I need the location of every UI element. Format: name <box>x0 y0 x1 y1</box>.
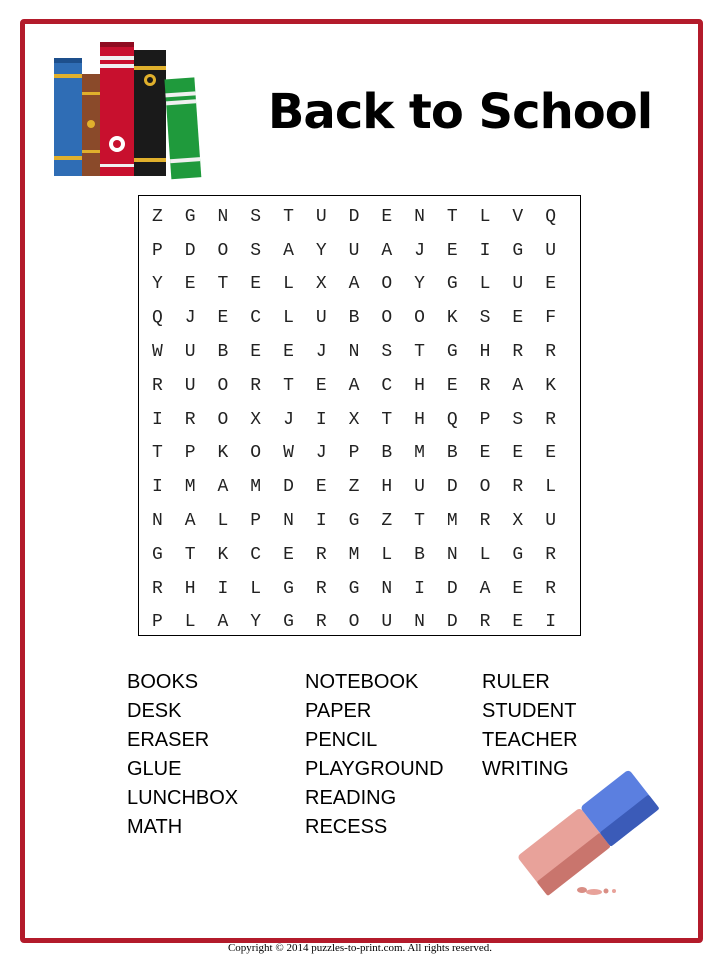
grid-letter: E <box>479 443 491 464</box>
grid-letter: H <box>414 375 425 396</box>
grid-letter: T <box>283 206 294 227</box>
word-list-item: GLUE <box>127 758 182 780</box>
word-list-item: DESK <box>127 700 182 722</box>
grid-letter: C <box>381 375 393 396</box>
grid-letter: M <box>250 477 262 498</box>
grid-letter: D <box>446 612 458 633</box>
grid-letter: R <box>184 409 196 430</box>
grid-letter: J <box>315 443 327 464</box>
grid-letter: Q <box>152 308 163 329</box>
grid-letter: E <box>381 206 393 227</box>
grid-letter: L <box>479 206 491 227</box>
grid-letter: D <box>446 477 458 498</box>
grid-letter: E <box>283 342 294 363</box>
grid-letter: A <box>348 375 360 396</box>
grid-letter: N <box>381 578 393 599</box>
grid-row <box>148 538 574 572</box>
grid-letter: S <box>479 308 491 329</box>
grid-letter: E <box>217 308 229 329</box>
books-icon <box>52 40 212 180</box>
grid-letter: R <box>315 612 327 633</box>
grid-letter: R <box>315 578 327 599</box>
grid-letter: A <box>283 240 294 261</box>
grid-letter: A <box>479 578 491 599</box>
grid-row <box>148 335 574 369</box>
grid-letter: J <box>414 240 425 261</box>
grid-row <box>148 234 574 268</box>
word-list-item: WRITING <box>482 758 569 780</box>
grid-letter: A <box>217 477 229 498</box>
grid-letter: N <box>283 511 294 532</box>
grid-letter: X <box>315 274 327 295</box>
grid-letter: L <box>217 511 229 532</box>
word-list-item: ERASER <box>127 729 210 751</box>
grid-letter: M <box>446 511 458 532</box>
grid-letter: U <box>184 342 196 363</box>
grid-letter: X <box>250 409 262 430</box>
grid-letter: Z <box>348 477 360 498</box>
grid-letter: S <box>512 409 524 430</box>
grid-letter: M <box>348 544 360 565</box>
grid-letter: O <box>348 612 360 633</box>
grid-letter: N <box>152 511 163 532</box>
word-list-item: RECESS <box>305 816 388 838</box>
grid-letter: L <box>184 612 196 633</box>
grid-letter: K <box>545 375 556 396</box>
word-list-item: LUNCHBOX <box>127 787 239 809</box>
grid-letter: A <box>184 511 196 532</box>
grid-letter: U <box>414 477 425 498</box>
word-list-item: PLAYGROUND <box>305 758 444 780</box>
grid-letter: C <box>250 544 262 565</box>
grid-letter: W <box>152 342 163 363</box>
grid-letter: A <box>381 240 393 261</box>
grid-letter: O <box>217 240 229 261</box>
grid-letter: L <box>479 274 491 295</box>
grid-letter: W <box>283 443 294 464</box>
word-list-item: RULER <box>482 671 550 693</box>
word-list-item: STUDENT <box>482 700 577 722</box>
grid-letter: N <box>217 206 229 227</box>
grid-letter: L <box>479 544 491 565</box>
grid-letter: G <box>283 612 294 633</box>
grid-letter: Z <box>381 511 393 532</box>
grid-letter: R <box>545 544 556 565</box>
page-title: Back to School <box>267 84 653 140</box>
grid-letter: R <box>545 342 556 363</box>
grid-letter: R <box>545 578 556 599</box>
grid-letter: D <box>348 206 360 227</box>
grid-letter: C <box>250 308 262 329</box>
grid-letter: A <box>348 274 360 295</box>
grid-letter: P <box>184 443 196 464</box>
grid-letter: U <box>381 612 393 633</box>
grid-letter: R <box>152 375 163 396</box>
grid-letter: E <box>512 578 524 599</box>
grid-letter: R <box>479 612 491 633</box>
grid-letter: D <box>184 240 196 261</box>
grid-letter: B <box>381 443 393 464</box>
grid-letter: O <box>217 375 229 396</box>
grid-letter: K <box>217 544 229 565</box>
grid-row <box>148 470 574 504</box>
grid-letter: V <box>512 206 524 227</box>
grid-letter: B <box>414 544 425 565</box>
grid-letter: L <box>283 274 294 295</box>
grid-letter: E <box>545 274 556 295</box>
grid-letter: U <box>184 375 196 396</box>
grid-letter: E <box>512 612 524 633</box>
grid-row <box>148 268 574 302</box>
grid-letter: B <box>348 308 360 329</box>
word-column <box>305 668 482 842</box>
grid-letter: U <box>545 240 556 261</box>
grid-letter: Y <box>152 274 163 295</box>
grid-letter: P <box>479 409 491 430</box>
grid-letter: E <box>545 443 556 464</box>
grid-letter: X <box>512 511 524 532</box>
grid-letter: I <box>152 477 163 498</box>
grid-letter: I <box>414 578 425 599</box>
grid-letter: T <box>381 409 393 430</box>
word-list-item: PENCIL <box>305 729 378 751</box>
grid-letter: P <box>348 443 360 464</box>
grid-letter: P <box>250 511 262 532</box>
grid-letter: R <box>315 544 327 565</box>
grid-row <box>148 504 574 538</box>
grid-letter: B <box>217 342 229 363</box>
word-search-grid <box>138 195 581 636</box>
grid-letter: E <box>446 240 458 261</box>
grid-letter: J <box>283 409 294 430</box>
grid-letter: R <box>479 375 491 396</box>
grid-letter: Z <box>152 206 163 227</box>
grid-letter: F <box>545 308 556 329</box>
grid-letter: Y <box>315 240 327 261</box>
grid-letter: G <box>184 206 196 227</box>
grid-letter: A <box>512 375 524 396</box>
grid-letter: T <box>414 511 425 532</box>
grid-letter: Y <box>414 274 425 295</box>
grid-letter: J <box>184 308 196 329</box>
grid-letter: T <box>414 342 425 363</box>
grid-letter: I <box>479 240 491 261</box>
grid-letter: U <box>545 511 556 532</box>
word-list-item: NOTEBOOK <box>305 671 419 693</box>
grid-letter: G <box>446 342 458 363</box>
grid-letter: T <box>152 443 163 464</box>
grid-letter: T <box>184 544 196 565</box>
grid-letter: Q <box>545 206 556 227</box>
grid-letter: O <box>381 308 393 329</box>
word-list-item: TEACHER <box>482 729 578 751</box>
grid-letter: N <box>414 612 425 633</box>
grid-letter: R <box>250 375 262 396</box>
grid-row <box>148 200 574 234</box>
grid-letter: G <box>348 578 360 599</box>
grid-letter: G <box>348 511 360 532</box>
grid-letter: R <box>512 342 524 363</box>
grid-letter: P <box>152 612 163 633</box>
grid-letter: H <box>381 477 393 498</box>
grid-row <box>148 606 574 640</box>
grid-letter: R <box>479 511 491 532</box>
grid-letter: D <box>446 578 458 599</box>
grid-letter: S <box>250 206 262 227</box>
grid-letter: U <box>512 274 524 295</box>
grid-letter: G <box>152 544 163 565</box>
grid-letter: G <box>283 578 294 599</box>
grid-letter: H <box>479 342 491 363</box>
grid-letter: H <box>414 409 425 430</box>
grid-letter: N <box>414 206 425 227</box>
grid-letter: G <box>512 544 524 565</box>
grid-letter: R <box>512 477 524 498</box>
grid-letter: J <box>315 342 327 363</box>
grid-letter: O <box>479 477 491 498</box>
grid-row <box>148 572 574 606</box>
grid-letter: T <box>446 206 458 227</box>
grid-letter: M <box>414 443 425 464</box>
word-column <box>127 668 305 842</box>
grid-letter: R <box>545 409 556 430</box>
grid-letter: I <box>315 409 327 430</box>
grid-letter: P <box>152 240 163 261</box>
grid-letter: O <box>381 274 393 295</box>
grid-letter: U <box>315 206 327 227</box>
word-list-item: MATH <box>127 816 183 838</box>
grid-letter: X <box>348 409 360 430</box>
grid-row <box>148 403 574 437</box>
copyright-notice: Copyright © 2014 puzzles-to-print.com. All rights reserved. <box>227 942 493 954</box>
grid-letter: E <box>512 308 524 329</box>
word-list-item: READING <box>305 787 397 809</box>
grid-letter: T <box>217 274 229 295</box>
grid-letter: E <box>184 274 196 295</box>
grid-row <box>148 369 574 403</box>
grid-letter: U <box>315 308 327 329</box>
eraser-icon <box>510 760 670 900</box>
grid-letter: H <box>184 578 196 599</box>
grid-letter: E <box>512 443 524 464</box>
grid-letter: U <box>348 240 360 261</box>
grid-letter: I <box>545 612 556 633</box>
grid-letter: L <box>381 544 393 565</box>
grid-letter: I <box>152 409 163 430</box>
grid-letter: R <box>152 578 163 599</box>
grid-letter: E <box>250 274 262 295</box>
grid-letter: E <box>250 342 262 363</box>
grid-letter: G <box>512 240 524 261</box>
grid-letter: O <box>414 308 425 329</box>
grid-letter: L <box>283 308 294 329</box>
grid-letter: B <box>446 443 458 464</box>
word-list-item: PAPER <box>305 700 372 722</box>
grid-letter: I <box>217 578 229 599</box>
grid-letter: T <box>283 375 294 396</box>
grid-letter: D <box>283 477 294 498</box>
grid-letter: M <box>184 477 196 498</box>
grid-letter: I <box>315 511 327 532</box>
grid-letter: S <box>381 342 393 363</box>
grid-letter: E <box>446 375 458 396</box>
grid-letter: K <box>446 308 458 329</box>
grid-letter: K <box>217 443 229 464</box>
grid-letter: O <box>250 443 262 464</box>
grid-letter: O <box>217 409 229 430</box>
word-list-item: BOOKS <box>127 671 199 693</box>
grid-letter: N <box>446 544 458 565</box>
grid-letter: E <box>315 477 327 498</box>
grid-letter: A <box>217 612 229 633</box>
grid-letter: E <box>283 544 294 565</box>
grid-row <box>148 301 574 335</box>
grid-letter: E <box>315 375 327 396</box>
grid-letter: S <box>250 240 262 261</box>
grid-letter: Y <box>250 612 262 633</box>
grid-letter: N <box>348 342 360 363</box>
grid-letter: Q <box>446 409 458 430</box>
grid-letter: L <box>545 477 556 498</box>
grid-letter: G <box>446 274 458 295</box>
grid-letter: L <box>250 578 262 599</box>
grid-row <box>148 437 574 471</box>
